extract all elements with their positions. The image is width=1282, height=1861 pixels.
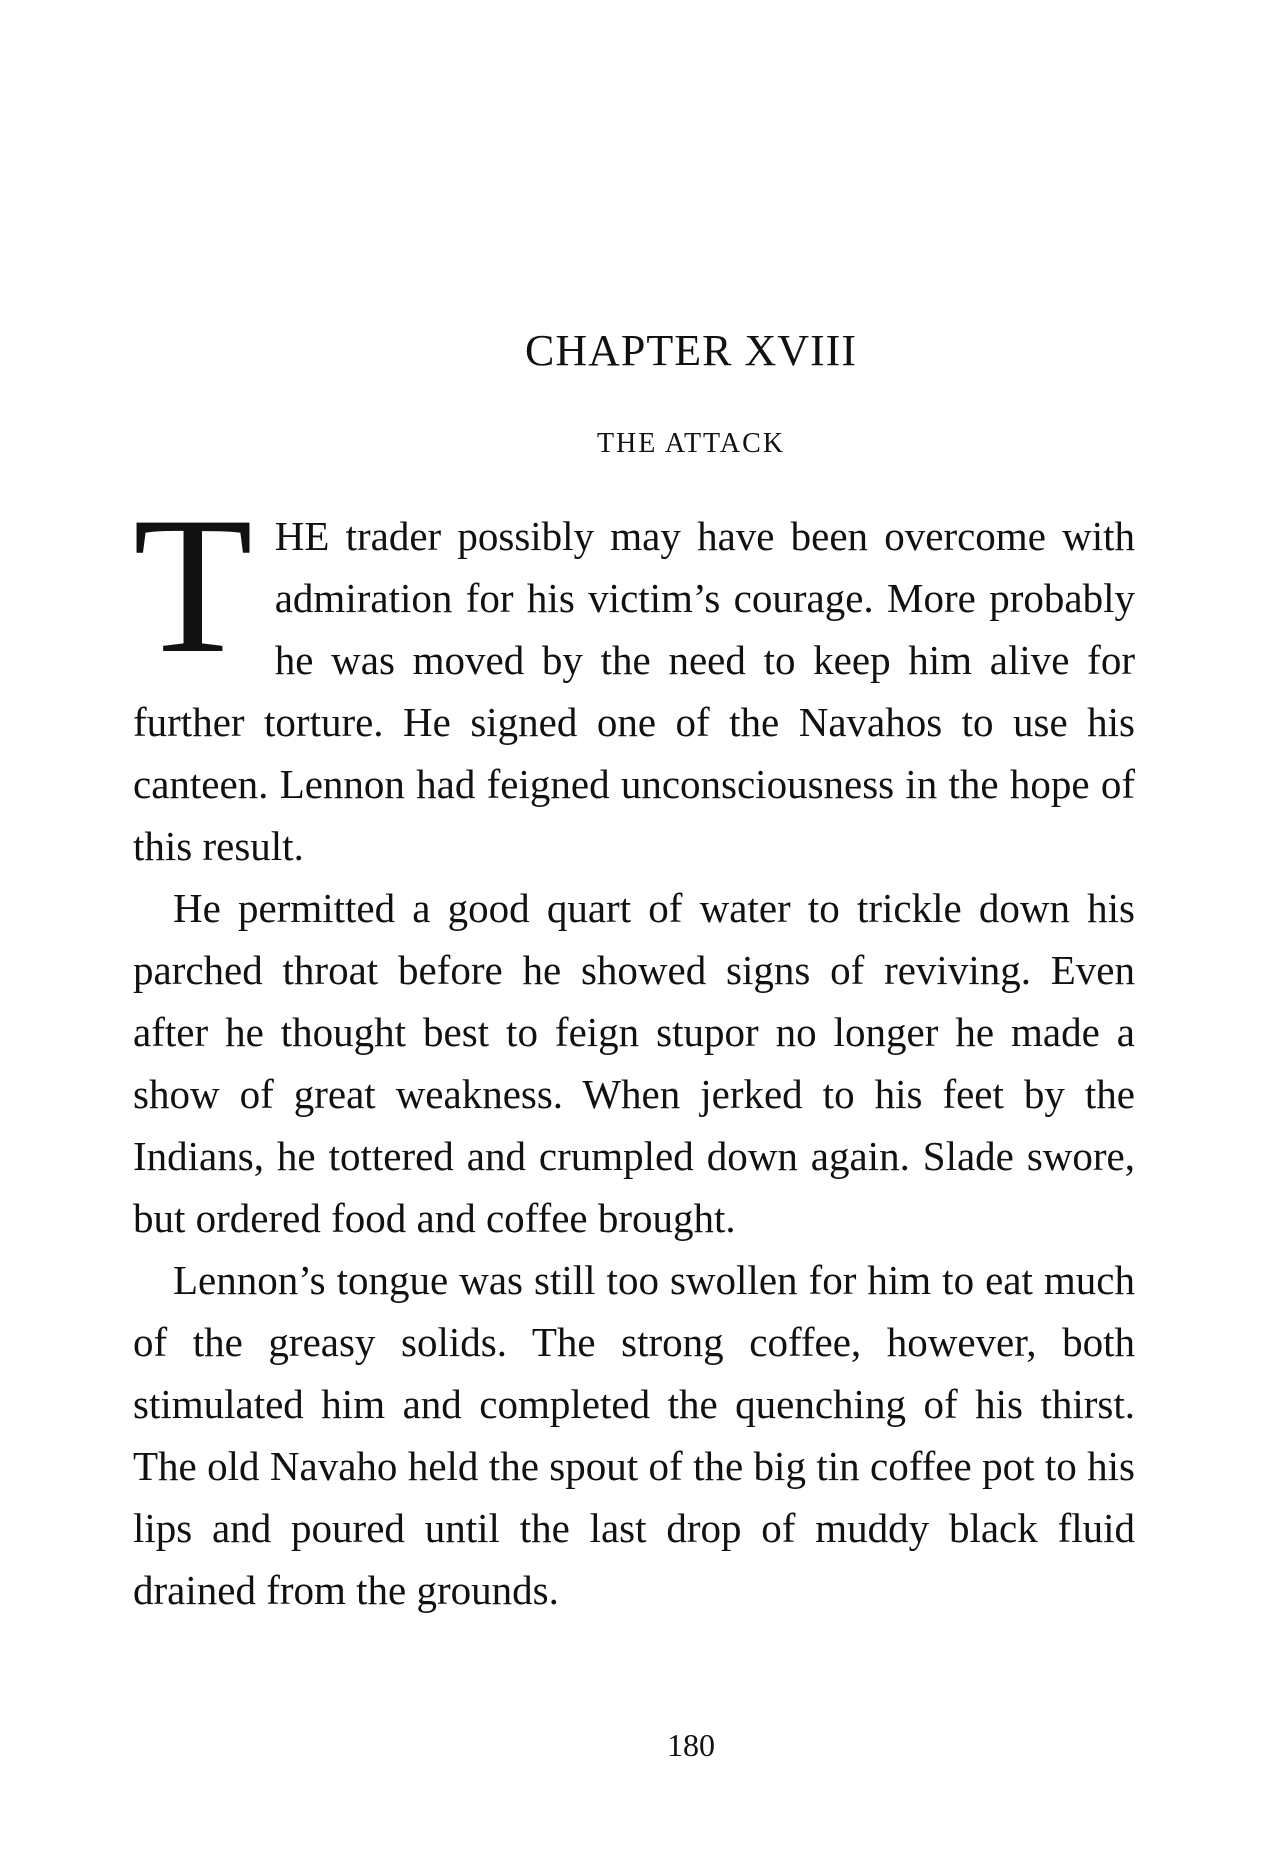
body-text: [133, 477, 1135, 1621]
chapter-title: THE ATTACK: [596, 428, 786, 459]
paragraph-1-text: HE trader possibly may have been overcome with admiration for his victim’s courage. More probably he was moved by the need to keep him alive for further torture. He signed one of the Navahos to use his canteen. Lennon had feigned unconsciousness in the hope of this result.: [133, 513, 1135, 869]
chapter-number: CHAPTER XVIII: [525, 326, 857, 375]
drop-cap: T: [133, 477, 253, 694]
page-number: 180: [667, 1727, 715, 1763]
paragraph-2: He permitted a good quart of water to trickle down his parched throat before he showed signs of reviving. Even after he thought best to feign stupor no longer he made a show of great weakness. When jerked to his feet by the Indians, he tottered and crumpled down again. Slade swore, but ordered food and coffee brought.: [133, 885, 1135, 1241]
paragraph-3: Lennon’s tongue was still too swollen for him to eat much of the greasy solids. The strong coffee, however, both stimulated him and completed the quenching of his thirst. The old Navaho held the spout of the big tin coffee pot to his lips and poured until the last drop of muddy black fluid drained from the grounds.: [133, 1257, 1135, 1613]
paragraph-1: [133, 477, 1135, 877]
